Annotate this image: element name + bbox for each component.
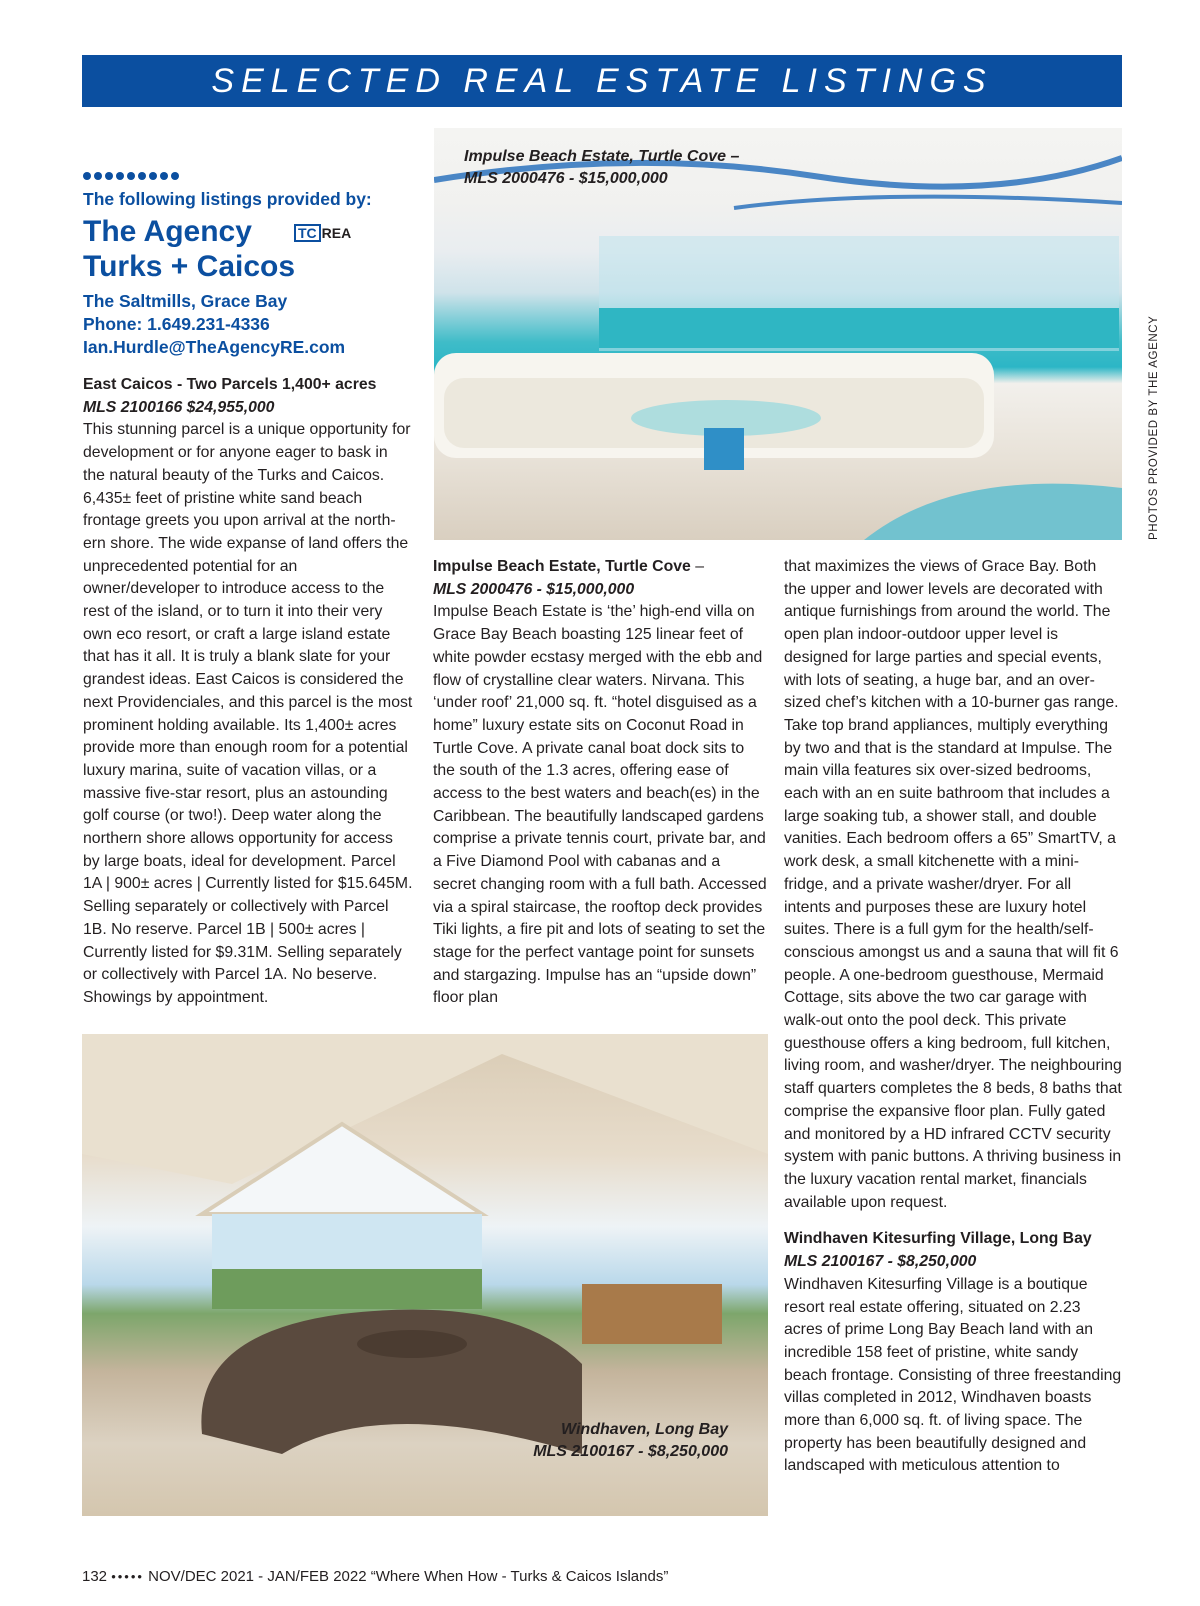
agency-email: Ian.Hurdle@TheAgencyRE.com bbox=[83, 337, 346, 357]
listing-body: Impulse Beach Estate is ‘the’ high-end villa on Grace Bay Beach boasting 125 linear feet of white powder ecstasy merged with the ebb and flow of crystalline clear waters. Nirvana. This ‘under roof’ 21,000 sq. ft. “hotel disguised as a home” luxury estate sits on Coconut Road in Turtle Cove. A private canal boat dock sits to the south of the 1.3 acres, offering ease of access to the best waters and beach(es) in the Caribbean. The beautifully landscaped gardens comprise a private tennis court, private bar, and a Five Diamond Pool with cabanas and a secret changing room with a full bath. Accessed via a spiral staircase, the rooftop deck provides Tiki lights, a fire pit and lots of seating to set the stage for the perfect vantage point for sunsets and stargazing. Impulse has an “upside down” floor plan bbox=[433, 603, 767, 1007]
agency-address: The Saltmills, Grace Bay bbox=[83, 291, 288, 311]
footer-dots: ••••• bbox=[111, 1569, 144, 1584]
page-footer bbox=[82, 1568, 668, 1585]
windhaven-body: Windhaven Kitesurfing Village is a boutique resort real estate offering, situated on 2.23 acres of prime Long Bay Beach land with an incredible 158 feet of pristine, white sandy beach frontage. Consisting of three freestanding villas completed in 2012, Windhaven boasts more than 6,000 sq. ft. of living space. The property has been beautifully designed and landscaped with meticulous attention to bbox=[784, 1275, 1122, 1475]
windhaven-title: Windhaven Kitesurfing Village, Long Bay bbox=[784, 1230, 1092, 1248]
windhaven-photo-caption: Windhaven, Long Bay MLS 2100167 - $8,250,000 bbox=[533, 1421, 728, 1460]
dots-divider bbox=[83, 172, 179, 180]
windhaven-mls: MLS 2100167 - $8,250,000 bbox=[784, 1253, 977, 1271]
photo-credit: PHOTOS PROVIDED BY THE AGENCY bbox=[1148, 315, 1160, 540]
east-caicos-listing bbox=[83, 374, 413, 1010]
section-banner bbox=[82, 55, 1122, 107]
agency-phone: Phone: 1.649.231-4336 bbox=[83, 314, 270, 334]
listing-mls: MLS 2100166 $24,955,000 bbox=[83, 398, 275, 416]
impulse-listing: Impulse Beach Estate, Turtle Cove – MLS 2000476 - $15,000,000 Impulse Beach Estate is ‘the’ high-end villa on Grace Bay Beach boasting 125 linear feet of white powder ecstasy merged with the ebb and flow of crystalline clear waters. Nirvana. This ‘under roof’ 21,000 sq. ft. “hotel disguised as a home” luxury estate sits on Coconut Road in Turtle Cove. A private canal boat dock sits to the south of the 1.3 acres, offering ease of access to the best waters and beach(es) in the Caribbean. The beautifully landscaped gardens comprise a private tennis court, private bar, and a Five Diamond Pool with cabanas and a secret changing room with a full bath. Accessed via a spiral staircase, the rooftop deck provides Tiki lights, a fire pit and lots of seating to set the stage for the perfect vantage point for sunsets and stargazing. Impulse has an “upside down” floor plan bbox=[433, 556, 767, 1010]
issue-dates: NOV/DEC 2021 - JAN/FEB 2022 bbox=[148, 1568, 367, 1585]
listing-mls: MLS 2000476 - $15,000,000 bbox=[433, 580, 635, 598]
impulse-photo-caption: Impulse Beach Estate, Turtle Cove – MLS 2000476 - $15,000,000 bbox=[464, 148, 740, 187]
listing-continuation-column bbox=[784, 556, 1122, 1478]
listing-title: Impulse Beach Estate, Turtle Cove bbox=[433, 558, 691, 575]
listing-title: East Caicos - Two Parcels 1,400+ acres bbox=[83, 376, 377, 393]
agency-name: The Agency Turks + Caicos bbox=[83, 215, 296, 283]
tcrea-logo: TC REA bbox=[294, 222, 360, 244]
provided-by-label: The following listings provided by: bbox=[83, 189, 372, 209]
page-number: 132 bbox=[82, 1568, 108, 1585]
impulse-living-room-photo bbox=[434, 128, 1122, 540]
magazine-name: “Where When How - Turks & Caicos Islands” bbox=[370, 1568, 669, 1585]
section-title: SELECTED REAL ESTATE LISTINGS bbox=[211, 61, 993, 100]
windhaven-living-room-photo bbox=[82, 1034, 768, 1516]
agency-contact bbox=[83, 290, 345, 359]
impulse-body-continued: that maximizes the views of Grace Bay. Both the upper and lower levels are decorated with antique furnishings from around the world. The open plan indoor-outdoor upper level is designed for large parties and special events, with lots of seating, a huge bar, and an oversized chef’s kitchen with a 10-burner gas range. Take top brand appliances, multiply everything by two and that is the standard at Impulse. The main villa features six over-sized bedrooms, each with an en suite bathroom that includes a large soaking tub, a shower stall, and double vanities. Each bedroom offers a 65” SmartTV, a work desk, a small kitchenette with a mini-fridge, and a private washer/dryer. For all intents and purposes these are luxury hotel suites. There is a full gym for the health/self-conscious amongst us and a sauna that will fit 6 people. A one-bedroom guesthouse, Mermaid Cottage, sits above the two car garage with walk-out onto the pool deck. This private guesthouse offers a king bedroom, full kitchen, living room, and washer/dryer. The neighbouring staff quarters completes the 8 beds, 8 baths that comprise the expansive floor plan. Fully gated and monitored by a HD infrared CCTV security system with panic buttons. A thriving business in the luxury vacation rental market, financials available upon request. bbox=[784, 558, 1122, 1211]
listing-body: This stunning parcel is a unique opportunity for development or for anyone eager to bask in the natural beauty of the Turks and Caicos. 6,435± feet of pristine white sand beach frontage greets you upon arrival at the northern shore. The wide expanse of land offers the unprecedented potential for an owner/developer to introduce access to the rest of the island, or to turn it into their very own eco resort, or craft a large island estate that has it all. It is truly a blank slate for your grandest ideas. East Caicos is considered the next Providenciales, and this parcel is the most prominent holding available. Its 1,400± acres provide more than enough room for a potential luxury marina, suite of vacation villas, or a massive five-star resort, plus an astounding golf course (or two!). Deep water along the northern shore allows opportunity for access by large boats, ideal for development. Parcel 1A | 900± acres | Currently listed for $15.645M. Selling separately or collectively with Parcel 1B. No reserve. Parcel 1B | 500± acres | Currently listed for $9.31M. Selling separately or collectively with Parcel 1A. No beserve. Showings by appointment. bbox=[83, 421, 413, 1006]
